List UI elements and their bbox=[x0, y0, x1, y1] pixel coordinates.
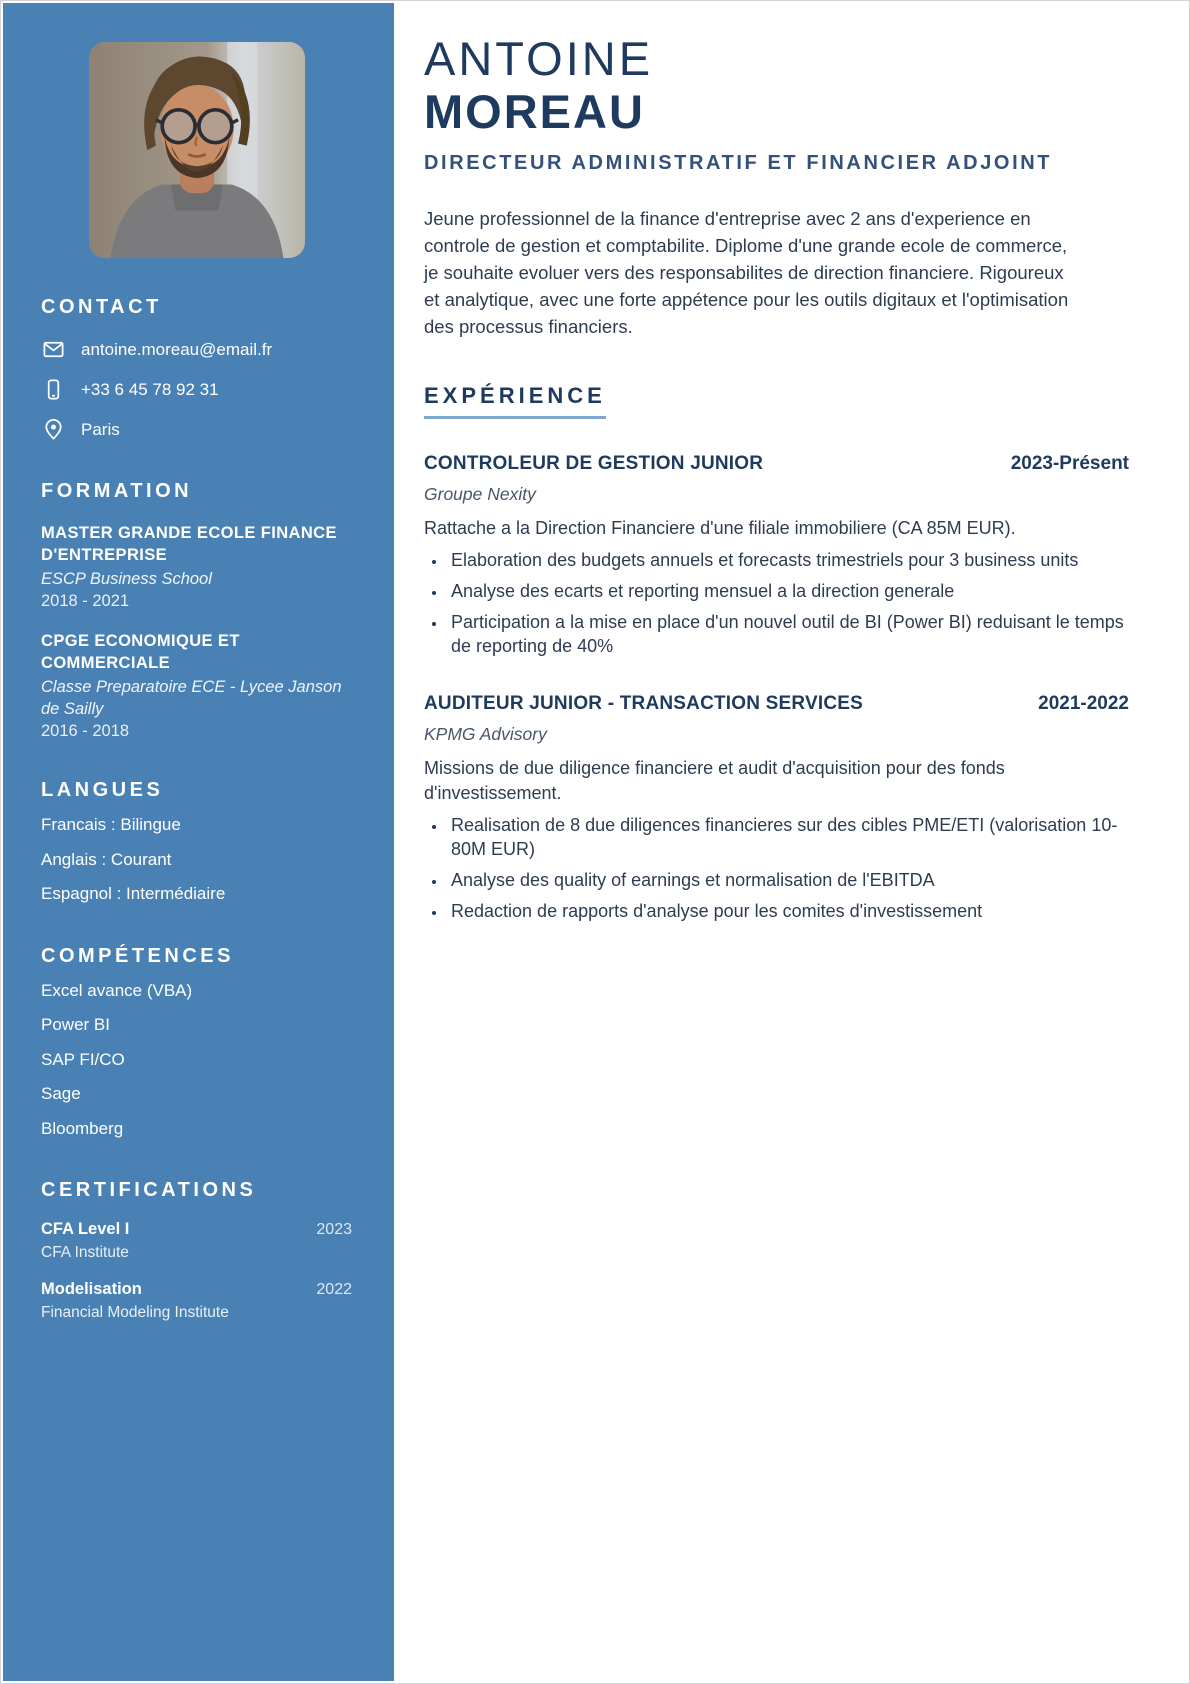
job-bullet: • Realisation de 8 due diligences financieres sur des cibles PME/ETI (valorisation 10-80M EUR) bbox=[447, 814, 1129, 862]
job-bullet: • Participation a la mise en place d'un nouvel outil de BI (Power BI) reduisant le temps de reporting de 40% bbox=[447, 611, 1129, 659]
job-bullet: • Redaction de rapports d'analyse pour les comites d'investissement bbox=[447, 900, 1129, 924]
skill-item: Bloomberg bbox=[41, 1118, 124, 1138]
certifications-section-title: CERTIFICATIONS bbox=[41, 1179, 257, 1202]
job-description: Missions de due diligence financiere et audit d'acquisition pour des fonds d'investissement. bbox=[424, 757, 1005, 803]
contact-row-phone bbox=[41, 377, 352, 402]
certification-name: CFA Level I bbox=[41, 1220, 130, 1239]
job-bullet: • Analyse des quality of earnings et normalisation de l'EBITDA bbox=[447, 869, 1129, 893]
certification-year: 2022 bbox=[316, 1281, 352, 1299]
main-content bbox=[394, 3, 1187, 1681]
certification-issuer: CFA Institute bbox=[41, 1244, 129, 1262]
experience-section-title: EXPÉRIENCE bbox=[424, 383, 606, 419]
education-school: ESCP Business School bbox=[41, 569, 212, 588]
sidebar bbox=[3, 3, 394, 1681]
job-bullet: • Analyse des ecarts et reporting mensuel a la direction generale bbox=[447, 580, 1129, 604]
language-item: Espagnol : Intermédiaire bbox=[41, 884, 226, 904]
skill-item: Sage bbox=[41, 1084, 81, 1104]
education-degree: MASTER GRANDE ECOLE FINANCE D'ENTREPRISE bbox=[41, 524, 337, 564]
language-item: Francais : Bilingue bbox=[41, 815, 181, 835]
job-title: AUDITEUR JUNIOR - TRANSACTION SERVICES bbox=[424, 692, 864, 714]
job-dates: 2023-Présent bbox=[1010, 452, 1129, 474]
first-name: ANTOINE bbox=[424, 32, 654, 85]
job-bullet-list bbox=[424, 814, 1129, 924]
skills-list bbox=[41, 978, 352, 1142]
phone-icon bbox=[41, 377, 66, 402]
skill-item: SAP FI/CO bbox=[41, 1049, 125, 1069]
competences-section-title: COMPÉTENCES bbox=[41, 944, 234, 967]
certification-entry bbox=[41, 1220, 352, 1262]
contact-email: antoine.moreau@email.fr bbox=[81, 339, 273, 359]
job-bullet-list bbox=[424, 549, 1129, 659]
certification-issuer: Financial Modeling Institute bbox=[41, 1304, 229, 1322]
education-years: 2016 - 2018 bbox=[41, 722, 130, 741]
job-company: Groupe Nexity bbox=[424, 483, 536, 504]
contact-row-email bbox=[41, 337, 352, 362]
certification-name: Modelisation bbox=[41, 1280, 142, 1299]
portrait-illustration bbox=[89, 42, 305, 258]
langues-section-title: LANGUES bbox=[41, 779, 164, 802]
education-degree: CPGE ECONOMIQUE ET COMMERCIALE bbox=[41, 632, 240, 673]
job-company: KPMG Advisory bbox=[424, 723, 547, 744]
language-item: Anglais : Courant bbox=[41, 849, 172, 869]
envelope-icon bbox=[41, 337, 66, 362]
avatar bbox=[89, 42, 305, 258]
job-bullet: • Elaboration des budgets annuels et forecasts trimestriels pour 3 business units bbox=[447, 549, 1129, 573]
contact-phone: +33 6 45 78 92 31 bbox=[81, 379, 219, 399]
job-dates: 2021-2022 bbox=[1038, 692, 1129, 714]
contact-location: Paris bbox=[81, 419, 120, 439]
job-description: Rattache a la Direction Financiere d'une filiale immobiliere (CA 85M EUR). bbox=[424, 517, 1016, 538]
certification-entry bbox=[41, 1280, 352, 1322]
contact-row-location bbox=[41, 417, 352, 442]
last-name: MOREAU bbox=[424, 84, 645, 138]
profile-summary: Jeune professionnel de la finance d'entreprise avec 2 ans d'experience en controle de gestion et comptabilite. Diplome d'une grande ecole de commerce, je souhaite evoluer vers des responsabilites de direction financiere. Rigoureux et analytique, avec une forte appétence pour les outils digitaux et l'optimisation des processus financiers. bbox=[424, 207, 1069, 338]
contact-section-title: CONTACT bbox=[41, 296, 162, 318]
langues-list bbox=[41, 812, 352, 907]
education-entry bbox=[41, 631, 352, 741]
experience-entry bbox=[424, 453, 1129, 659]
skill-item: Power BI bbox=[41, 1015, 110, 1035]
education-years: 2018 - 2021 bbox=[41, 592, 130, 611]
job-title: CONTROLEUR DE GESTION JUNIOR bbox=[424, 452, 764, 474]
experience-entry bbox=[424, 693, 1129, 924]
formation-section-title: FORMATION bbox=[41, 480, 193, 502]
skill-item: Excel avance (VBA) bbox=[41, 980, 193, 1000]
certification-year: 2023 bbox=[316, 1221, 352, 1239]
education-school: Classe Preparatoire ECE - Lycee Janson de Sailly bbox=[41, 677, 342, 718]
education-entry bbox=[41, 523, 352, 611]
job-headline: DIRECTEUR ADMINISTRATIF ET FINANCIER ADJOINT bbox=[424, 151, 1053, 174]
contact-list bbox=[41, 337, 352, 442]
location-pin-icon bbox=[41, 417, 66, 442]
